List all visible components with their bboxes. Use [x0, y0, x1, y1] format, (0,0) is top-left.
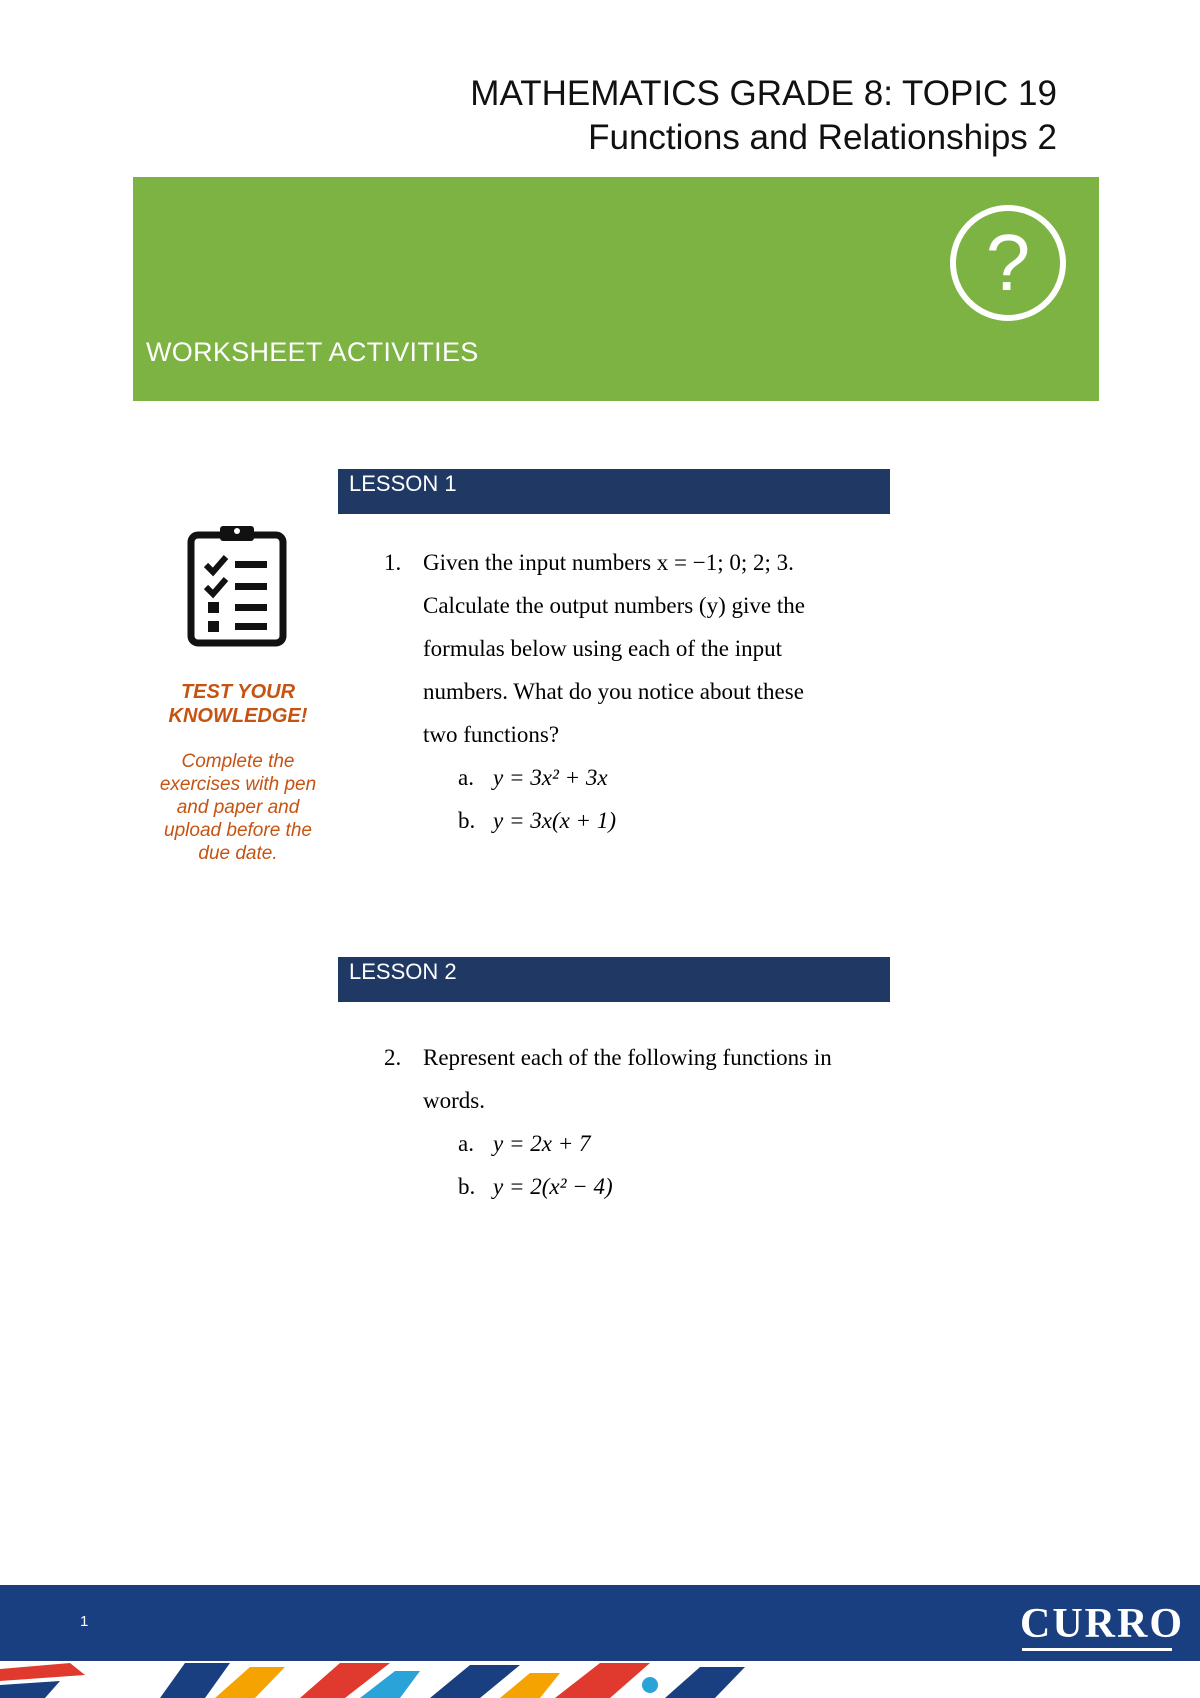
question-line: words. [423, 1088, 485, 1113]
question-line: two functions? [423, 722, 560, 747]
part-label: a. [458, 1131, 474, 1156]
question-1 [384, 541, 904, 842]
question-part [458, 1165, 904, 1208]
document-title [470, 72, 1057, 160]
curro-logo: CURRO [1020, 1601, 1184, 1647]
question-text [423, 1036, 904, 1122]
test-your-knowledge-note [140, 680, 336, 865]
side-body-line: upload before the [164, 820, 312, 841]
part-label: a. [458, 765, 474, 790]
question-text [423, 541, 904, 756]
lesson-2-header: LESSON 2 [338, 957, 890, 1002]
side-body-line: due date. [198, 843, 278, 864]
part-formula: y = 3x(x + 1) [493, 808, 616, 833]
question-line: numbers. What do you notice about these [423, 679, 804, 704]
side-body-line: and paper and [176, 797, 300, 818]
footer-bar [0, 1585, 1200, 1661]
question-2 [384, 1036, 904, 1208]
title-line-2: Functions and Relationships 2 [588, 118, 1057, 157]
decorative-stripes [0, 1661, 1200, 1698]
question-part [458, 756, 904, 799]
lesson-1-header: LESSON 1 [338, 469, 890, 514]
part-label: b. [458, 808, 476, 833]
page-footer [0, 1585, 1200, 1698]
svg-text:?: ? [985, 218, 1031, 307]
question-number: 1. [384, 550, 402, 575]
question-line: Given the input numbers x = −1; 0; 2; 3. [423, 550, 794, 575]
question-part [458, 1122, 904, 1165]
title-line-1: MATHEMATICS GRADE 8: TOPIC 19 [470, 74, 1057, 113]
question-number: 2. [384, 1045, 402, 1070]
clipboard-checklist-icon [187, 523, 287, 647]
part-formula: y = 2x + 7 [493, 1131, 591, 1156]
question-line: Represent each of the following functions in [423, 1045, 832, 1070]
worksheet-banner [133, 177, 1099, 401]
logo-underline [1022, 1648, 1172, 1651]
part-formula: y = 3x² + 3x [493, 765, 608, 790]
question-circle-icon [949, 204, 1067, 322]
side-heading-line: TEST YOUR [180, 681, 296, 703]
side-heading [140, 680, 336, 728]
part-formula: y = 2(x² − 4) [493, 1174, 613, 1199]
page-number: 1 [80, 1613, 89, 1630]
banner-label: WORKSHEET ACTIVITIES [146, 337, 479, 367]
question-line: formulas below using each of the input [423, 636, 782, 661]
question-part [458, 799, 904, 842]
side-body-line: Complete the [181, 751, 295, 772]
side-heading-line: KNOWLEDGE! [168, 705, 308, 727]
part-label: b. [458, 1174, 476, 1199]
side-instructions [140, 750, 336, 865]
side-body-line: exercises with pen [159, 774, 317, 795]
question-line: Calculate the output numbers (y) give the [423, 593, 805, 618]
